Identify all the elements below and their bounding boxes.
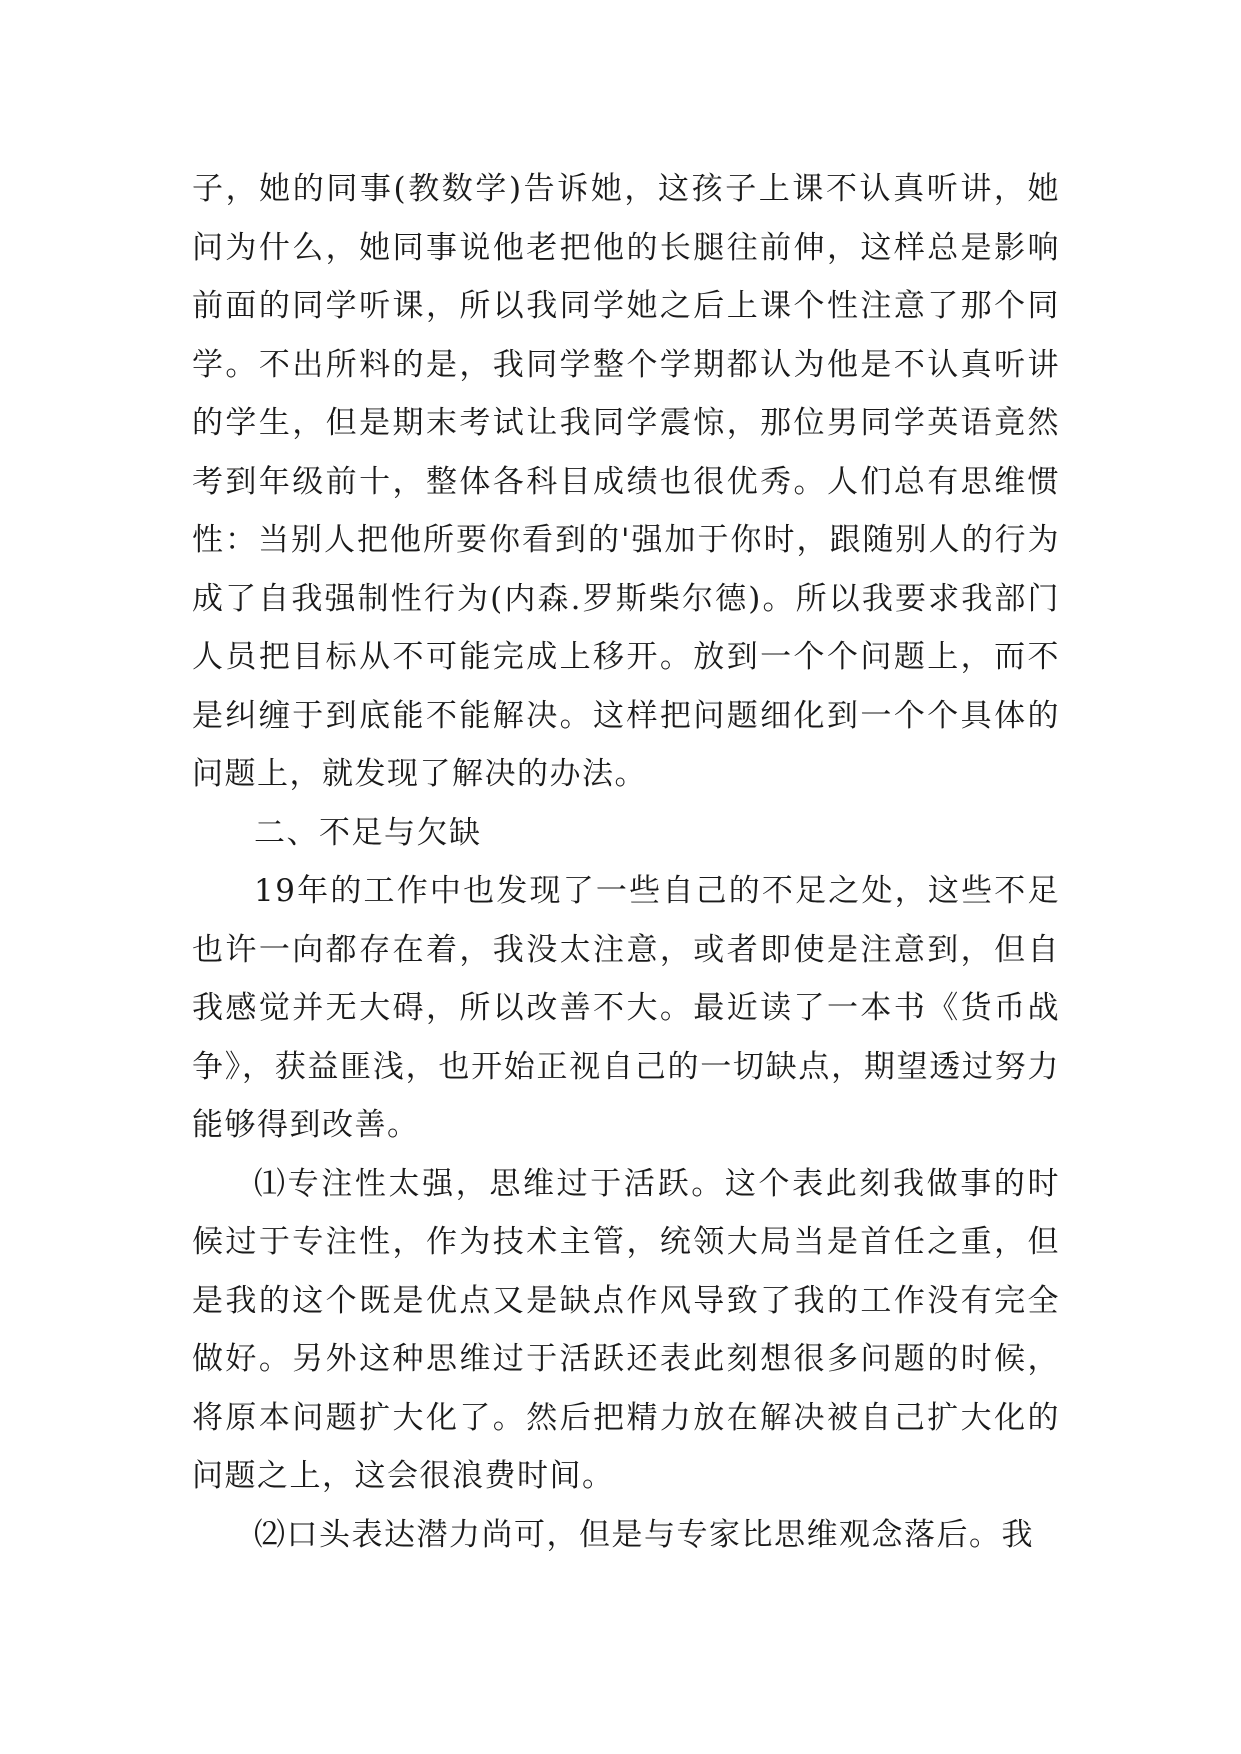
paragraph-continuation: 子，她的同事(教数学)告诉她，这孩子上课不认真听讲，她问为什么，她同事说他老把他的长腿往前伸，这样总是影响前面的同学听课，所以我同学她之后上课个性注意了那个同学。不出所料的是，我同学整个学期都认为他是不认真听讲的学生，但是期末考试让我同学震惊，那位男同学英语竟然考到年级前十，整体各科目成绩也很优秀。人们总有思维惯性：当别人把他所要你看到的'强加于你时，跟随别人的行为成了自我强制性行为(内森.罗斯柴尔德)。所以我要求我部门人员把目标从不可能完成上移开。放到一个个问题上，而不是纠缠于到底能不能解决。这样把问题细化到一个个具体的问题上，就发现了解决的办法。 <box>192 171 1060 792</box>
paragraph-point-1: ⑴专注性太强，思维过于活跃。这个表此刻我做事的时候过于专注性，作为技术主管，统领大局当是首任之重，但是我的这个既是优点又是缺点作风导致了我的工作没有完全做好。另外这种思维过于活跃还表此刻想很多问题的时候，将原本问题扩大化了。然后把精力放在解决被自己扩大化的问题之上，这会很浪费时间。 <box>192 1165 1060 1494</box>
section-heading: 二、不足与欠缺 <box>254 814 482 851</box>
paragraph-shortcomings-intro: 19年的工作中也发现了一些自己的不足之处，这些不足也许一向都存在着，我没太注意，或者即使是注意到，但自我感觉并无大碍，所以改善不大。最近读了一本书《货币战争》，获益匪浅，也开始正视自己的一切缺点，期望透过努力能够得到改善。 <box>192 873 1060 1143</box>
paragraph-point-2: ⑵口头表达潜力尚可，但是与专家比思维观念落后。我 <box>254 1516 1034 1553</box>
document-body <box>192 160 1060 1564</box>
